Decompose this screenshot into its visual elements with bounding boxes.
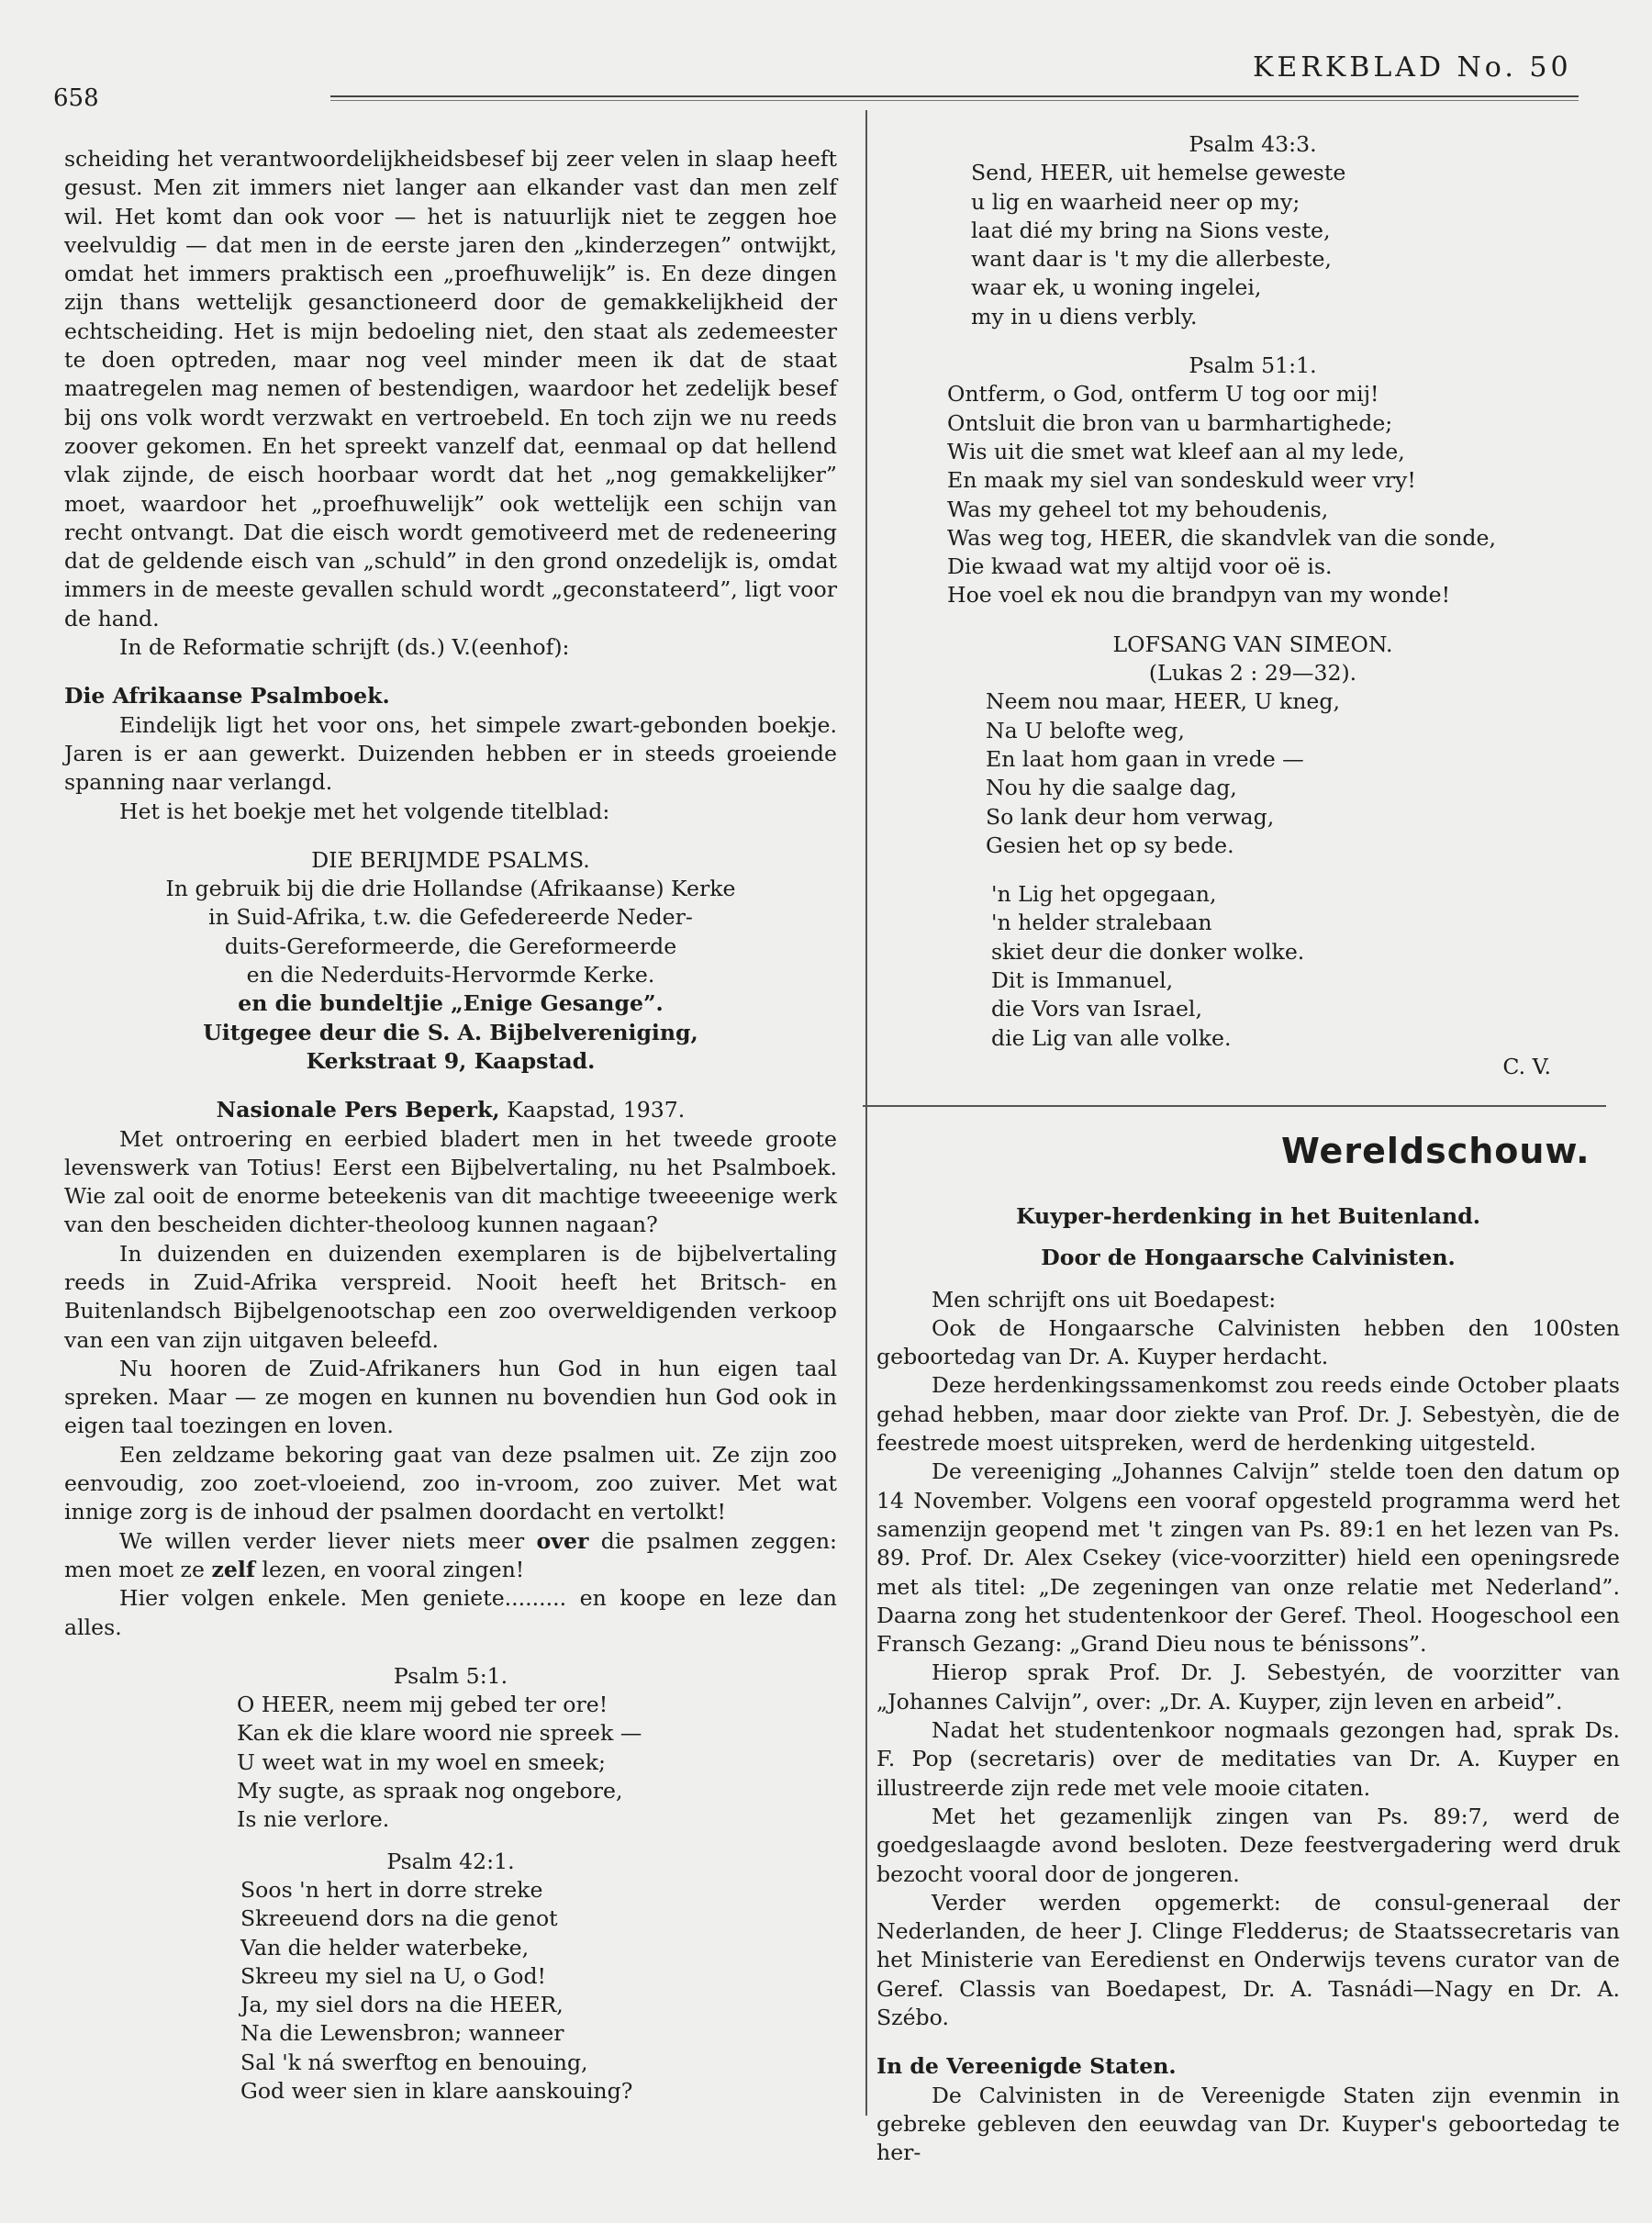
verse-line: Die kwaad wat my altijd voor oë is.	[947, 553, 1333, 580]
running-head: KERKBLAD No. 50	[1253, 51, 1572, 84]
psalm-5-1	[64, 1691, 837, 1834]
verse-line: Wis uit die smet wat kleef aan al my lede,	[947, 438, 1405, 464]
verse-line: u lig en waarheid neer op my;	[971, 188, 1300, 215]
right-column-article	[876, 1202, 1620, 2168]
verse-line: Kan ek die klare woord nie spreek —	[237, 1720, 642, 1747]
publisher-name: Nasionale Pers Beperk,	[216, 1097, 500, 1123]
section-rule	[863, 1105, 1606, 1107]
psalm-title: Psalm 42:1.	[386, 1848, 515, 1874]
simeon-title: LOFSANG VAN SIMEON.	[1112, 631, 1393, 657]
verse-line: Van die helder waterbeke,	[240, 1934, 530, 1960]
paragraph: Hier volgen enkele. Men geniete......... en koope en leze dan alles.	[64, 1585, 837, 1640]
text-run: die psalmen zeggen: men moet ze	[64, 1527, 837, 1582]
verse-line: Soos 'n hert in dorre streke	[240, 1876, 543, 1903]
paragraph: Ook de Hongaarsche Calvinisten hebben den 100sten geboortedag van Dr. A. Kuyper herdacht.	[876, 1314, 1620, 1370]
simeon-stanza-2	[918, 880, 1588, 1053]
paragraph: Deze herdenkingssamenkomst zou reeds einde October plaats gehad hebben, maar door ziekte van Prof. Dr. J. Sebestyèn, die de feestrede moest uitspreken, werd de herdenking uitgesteld.	[876, 1372, 1620, 1457]
paragraph	[64, 1527, 837, 1585]
title-line: DIE BERIJMDE PSALMS.	[311, 846, 590, 873]
paragraph: Hierop sprak Prof. Dr. J. Sebestyén, de voorzitter van „Johannes Calvijn”, over: „Dr. A. Kuyper, zijn leven en arbeid”.	[876, 1659, 1620, 1715]
verse-line: 'n helder stralebaan	[991, 910, 1212, 936]
verse-line: Gesien het op sy bede.	[986, 832, 1234, 858]
psalm-title: Psalm 51:1.	[1189, 352, 1317, 379]
psalm-51-1	[918, 380, 1588, 609]
paragraph: Nadat het studentenkoor nogmaals gezongen had, sprak Ds. F. Pop (secretaris) over de meditaties van Dr. A. Kuyper en illustreerde zijn rede met vele mooie citaten.	[876, 1717, 1620, 1801]
psalm-43-3	[918, 159, 1588, 331]
paragraph: Men schrijft ons uit Boedapest:	[932, 1286, 1277, 1313]
psalm-title: Psalm 43:3.	[1189, 131, 1317, 157]
verse-line: God weer sien in klare aanskouing?	[240, 2078, 633, 2104]
verse-line: Nou hy die saalge dag,	[986, 775, 1237, 801]
verse-line: skiet deur die donker wolke.	[991, 938, 1305, 965]
verse-line: Sal 'k ná swerftog en benouing,	[240, 2049, 588, 2075]
verse-line: Was my geheel tot my behoudenis,	[947, 496, 1329, 522]
left-column	[64, 145, 837, 2106]
simeon-stanza-1	[918, 687, 1588, 860]
psalm-title: Psalm 5:1.	[393, 1662, 508, 1689]
verse-line: U weet wat in my woel en smeek;	[237, 1748, 606, 1775]
title-line: In gebruik bij die drie Hollandse (Afrikaanse) Kerke	[165, 876, 736, 902]
verse-line: Ja, my siel dors na die HEER,	[240, 1992, 564, 2018]
paragraph: Met het gezamenlijk zingen van Ps. 89:7, werd de goedgeslaagde avond besloten. Deze feestvergadering werd druk bezocht vooral door de jongeren.	[876, 1803, 1620, 1887]
paragraph: scheiding het verantwoordelijkheidsbesef bij zeer velen in slaap heeft gesust. Men zit immers niet langer aan elkander vast dan men zelf wil. Het komt dan ook voor — het is natuurlijk niet te zeggen hoe veelvuldig — dat men in de eerste jaren den „kinderzegen” ontwijkt, omdat het immers praktisch een „proefhuwelijk” is. En deze dingen zijn thans wettelijk gesanctioneerd door de gemakkelijkheid der echtscheiding. Het is mijn bedoeling niet, den staat als zedemeester te doen optreden, maar nog veel minder meen ik dat de staat maatregelen mag nemen of bestendigen, waardoor het zedelijk besef bij ons volk wordt verzwakt en vertroebeld. En toch zijn we nu reeds zoover gekomen. En het spreekt vanzelf dat, eenmaal op dat hellend vlak zijnde, de eisch hoorbaar wordt dat het „nog gemakkelijker” moet, waardoor het „proefhuwelijk” ook wettelijk een schijn van recht ontvangt. Dat die eisch wordt gemotiveerd met de redeneering dat de geldende eisch van „schuld” in den grond onzedelijk is, omdat immers in de meeste gevallen schuld wordt „geconstateerd”, ligt voor de hand.	[64, 146, 837, 631]
title-line: en die Nederduits-Hervormde Kerke.	[246, 962, 655, 989]
paragraph: Het is het boekje met het volgende titelblad:	[119, 798, 610, 824]
paragraph: In de Reformatie schrijft (ds.) V.(eenhof):	[119, 634, 570, 661]
verse-line: die Vors van Israel,	[991, 996, 1202, 1022]
verse-line: Na die Lewensbron; wanneer	[240, 2020, 564, 2047]
article-subheading: In de Vereenigde Staten.	[876, 2053, 1177, 2080]
publisher-place: Kaapstad, 1937.	[499, 1097, 686, 1123]
paragraph: In duizenden en duizenden exemplaren is de bijbelvertaling reeds in Zuid-Afrika verspreid. Nooit heeft het Britsch- en Buitenlandsch Bijbelgenootschap een zoo overweldigenden verkoop van een van zijn uitgaven beleefd.	[64, 1240, 837, 1353]
paragraph: Met ontroering en eerbied bladert men in het tweede groote levenswerk van Totius! Eerst een Bijbelvertaling, nu het Psalmboek. Wie zal ooit de enorme beteekenis van dit machtige tweeeenige werk van den bescheiden dichter-theoloog kunnen nagaan?	[64, 1125, 837, 1238]
verse-line: Dit is Immanuel,	[991, 967, 1174, 994]
verse-line: Ontferm, o God, ontferm U tog oor mij!	[947, 381, 1379, 408]
verse-line: My sugte, as spraak nog ongebore,	[237, 1778, 623, 1804]
verse-line: Was weg tog, HEER, die skandvlek van die sonde,	[947, 524, 1496, 551]
paragraph: Nu hooren de Zuid-Afrikaners hun God in hun eigen taal spreken. Maar — ze mogen en kunnen nu bovendien hun God ook in eigen taal toezingen en loven.	[64, 1355, 837, 1439]
title-line: in Suid-Afrika, t.w. die Gefedereerde Neder-	[208, 904, 693, 931]
right-column-poems	[918, 130, 1588, 1081]
title-line: Uitgegee deur die S. A. Bijbelvereniging,	[203, 1019, 698, 1045]
verse-line: En maak my siel van sondeskuld weer vry!	[947, 467, 1416, 494]
publisher-line	[64, 1096, 837, 1124]
paragraph: De Calvinisten in de Vereenigde Staten zijn evenmin in gebreke gebleven den eeuwdag van Dr. Kuyper's geboortedag te her-	[876, 2082, 1620, 2166]
header-rule-thin	[330, 100, 1579, 101]
verse-line: Send, HEER, uit hemelse geweste	[971, 160, 1346, 186]
paragraph: Verder werden opgemerkt: de consul-generaal der Nederlanden, de heer J. Clinge Fledderus; de Staatssecretaris van het Ministerie van Eeredienst en Onderwijs tevens curator van de Geref. Classis van Boedapest, Dr. A. Tasnádi—Nagy en Dr. A. Szébo.	[876, 1889, 1620, 2031]
article-heading: Kuyper-herdenking in het Buitenland.	[1016, 1203, 1480, 1229]
article-subheading: Door de Hongaarsche Calvinisten.	[1041, 1245, 1456, 1271]
verse-line: 'n Lig het opgegaan,	[991, 881, 1217, 908]
title-line: en die bundeltjie „Enige Gesange”.	[238, 990, 664, 1017]
verse-line: O HEER, neem mij gebed ter ore!	[237, 1692, 608, 1718]
verse-line: Is nie verlore.	[237, 1806, 390, 1833]
title-line: Kerkstraat 9, Kaapstad.	[306, 1047, 596, 1074]
verse-line: Skreeu my siel na U, o God!	[240, 1962, 547, 1989]
page-number: 658	[53, 84, 99, 112]
verse-line: Skreeuend dors na die genot	[240, 1905, 558, 1932]
verse-line: die Lig van alle volke.	[991, 1024, 1232, 1051]
verse-line: my in u diens verbly.	[971, 303, 1198, 330]
paragraph: Een zeldzame bekoring gaat van deze psalmen uit. Ze zijn zoo eenvoudig, zoo zoet-vloeiend, zoo in-vroom, zoo zuiver. Met wat innige zorg is de inhoud der psalmen doordacht en vertolkt!	[64, 1441, 837, 1525]
verse-line: So lank deur hom verwag,	[986, 803, 1275, 830]
section-title: Wereldschouw.	[1281, 1131, 1591, 1171]
verse-line: Ontsluit die bron van u barmhartighede;	[947, 409, 1393, 436]
column-divider	[865, 110, 867, 2116]
text-run: over	[536, 1527, 589, 1554]
verse-line: Hoe voel ek nou die brandpyn van my wonde!	[947, 582, 1451, 609]
paragraph: De vereeniging „Johannes Calvijn” stelde toen den datum op 14 November. Volgens een vooraf opgesteld programma werd het samenzijn geopend met 't zingen van Ps. 89:1 en het lezen van Ps. 89. Prof. Dr. Alex Csekey (vice-voorzitter) hield een openingsrede met als titel: „De zegeningen van onze relatie met Nederland”. Daarna zong het studentenkoor der Geref. Theol. Hoogeschool een Fransch Gezang: „Grand Dieu nous te bénissons”.	[876, 1458, 1620, 1658]
article-heading: Die Afrikaanse Psalmboek.	[64, 683, 390, 709]
signature: C. V.	[1502, 1053, 1551, 1079]
text-run: zelf	[211, 1556, 255, 1582]
verse-line: waar ek, u woning ingelei,	[971, 274, 1262, 301]
verse-line: Neem nou maar, HEER, U kneg,	[986, 688, 1340, 715]
simeon-reference: (Lukas 2 : 29—32).	[1148, 660, 1357, 687]
verse-line: want daar is 't my die allerbeste,	[971, 246, 1332, 273]
text-run: lezen, en vooral zingen!	[254, 1556, 525, 1582]
verse-line: laat dié my bring na Sions veste,	[971, 217, 1331, 243]
title-block	[64, 846, 837, 1076]
paragraph: Eindelijk ligt het voor ons, het simpele zwart-gebonden boekje. Jaren is er aan gewerkt. Duizenden hebben er in steeds groeiende spanning naar verlangd.	[64, 711, 837, 796]
psalm-42-1	[64, 1876, 837, 2106]
title-line: duits-Gereformeerde, die Gereformeerde	[224, 933, 677, 959]
verse-line: En laat hom gaan in vrede —	[986, 745, 1304, 772]
verse-line: Na U belofte weg,	[986, 717, 1185, 743]
text-run: We willen verder liever niets meer	[119, 1527, 537, 1554]
header-rule	[330, 95, 1579, 97]
